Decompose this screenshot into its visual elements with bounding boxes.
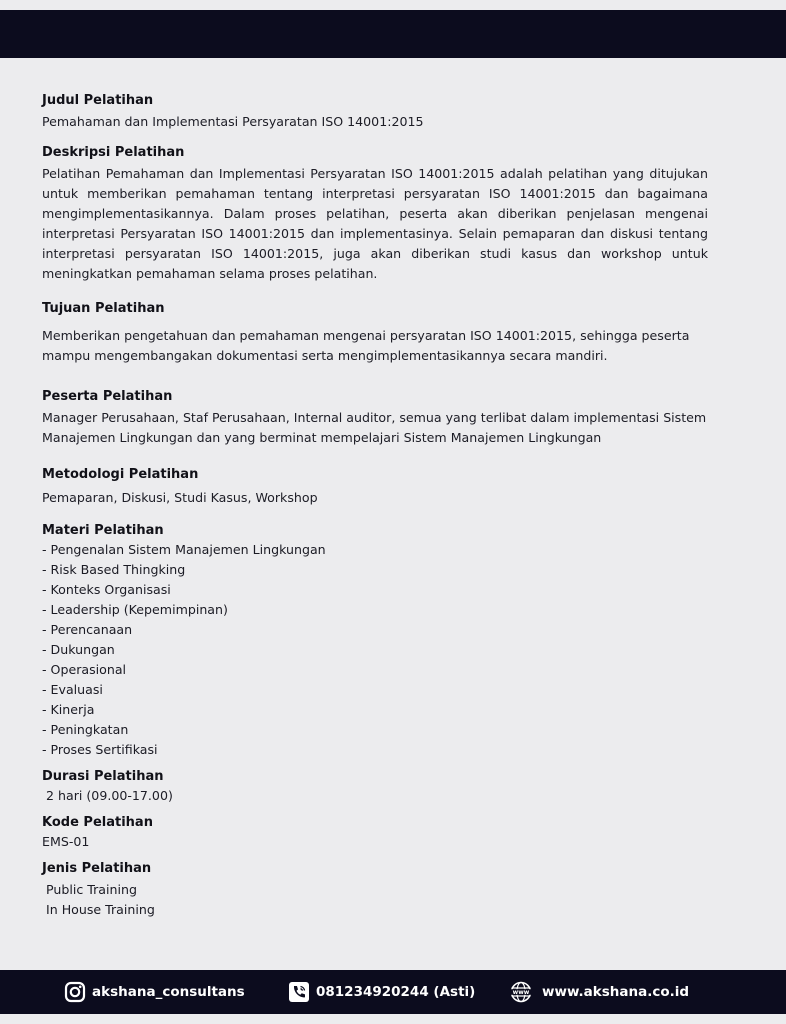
header-bar <box>0 10 786 58</box>
section-tujuan <box>42 300 708 366</box>
section-jenis <box>42 860 708 920</box>
durasi-text: 2 hari (09.00-17.00) <box>46 788 173 803</box>
tujuan-text: Memberikan pengetahuan dan pemahaman mengenai persyaratan ISO 14001:2015, sehingga peserta mampu mengembangakan dokumentasi serta mengimplementasikannya secara mandiri. <box>42 328 690 363</box>
list-item: - Dukungan <box>42 642 115 657</box>
deskripsi-heading: Deskripsi Pelatihan <box>42 145 185 160</box>
peserta-text: Manager Perusahaan, Staf Perusahaan, Internal auditor, semua yang terlibat dalam implementasi Sistem Manajemen Lingkungan dan yang berminat mempelajari Sistem Manajemen Lingkungan <box>42 410 707 445</box>
jenis-heading: Jenis Pelatihan <box>42 861 152 876</box>
globe-icon <box>506 981 536 1003</box>
list-item: - Perencanaan <box>42 622 133 637</box>
peserta-heading: Peserta Pelatihan <box>42 389 173 404</box>
materi-list <box>42 540 708 760</box>
list-item: - Risk Based Thingking <box>42 562 186 577</box>
kode-heading: Kode Pelatihan <box>42 815 153 830</box>
metodologi-heading: Metodologi Pelatihan <box>42 467 199 482</box>
deskripsi-text: Pelatihan Pemahaman dan Implementasi Persyaratan ISO 14001:2015 adalah pelatihan yang ditujukan untuk memberikan pemahaman tentang interpretasi persyaratan ISO 14001:2015 dan bagaimana mengimplementasikannya. Dalam proses pelatihan, peserta akan diberikan penjelasan mengenai interpretasi Persyaratan ISO 14001:2015 dan implementasinya. Selain pemaparan dan diskusi tentang interpretasi persyaratan ISO 14001:2015, juga akan diberikan studi kasus dan workshop untuk meningkatkan pemahaman selama proses pelatihan. <box>42 166 708 281</box>
list-item: Public Training <box>46 882 137 897</box>
tujuan-heading: Tujuan Pelatihan <box>42 301 165 316</box>
website-contact[interactable] <box>506 980 689 1004</box>
list-item: In House Training <box>46 902 155 917</box>
section-materi <box>42 522 708 760</box>
judul-heading: Judul Pelatihan <box>42 93 154 108</box>
section-metodologi <box>42 466 708 508</box>
section-kode <box>42 814 708 852</box>
list-item: - Pengenalan Sistem Manajemen Lingkungan <box>42 542 326 557</box>
phone-number: 081234920244 (Asti) <box>316 984 476 1000</box>
list-item: - Konteks Organisasi <box>42 582 171 597</box>
phone-icon <box>288 981 310 1003</box>
training-details <box>42 92 708 920</box>
list-item: - Proses Sertifikasi <box>42 742 158 757</box>
instagram-contact[interactable] <box>64 980 245 1004</box>
section-durasi <box>42 768 708 806</box>
materi-heading: Materi Pelatihan <box>42 523 164 538</box>
list-item: - Leadership (Kepemimpinan) <box>42 602 228 617</box>
phone-contact[interactable] <box>288 980 475 1004</box>
instagram-icon <box>64 981 86 1003</box>
list-item: - Operasional <box>42 662 127 677</box>
section-deskripsi <box>42 144 708 284</box>
kode-text: EMS-01 <box>42 834 90 849</box>
judul-text: Pemahaman dan Implementasi Persyaratan ISO 14001:2015 <box>42 114 424 129</box>
list-item: - Kinerja <box>42 702 95 717</box>
section-peserta <box>42 388 708 448</box>
footer-bar <box>0 970 786 1014</box>
durasi-heading: Durasi Pelatihan <box>42 769 164 784</box>
section-judul <box>42 92 708 132</box>
list-item: - Evaluasi <box>42 682 103 697</box>
instagram-handle: akshana_consultans <box>92 984 245 1000</box>
website-url: www.akshana.co.id <box>542 984 690 1000</box>
list-item: - Peningkatan <box>42 722 129 737</box>
globe-icon-lettering: www <box>512 989 530 997</box>
metodologi-text: Pemaparan, Diskusi, Studi Kasus, Workshop <box>42 490 318 505</box>
jenis-list <box>42 880 708 920</box>
